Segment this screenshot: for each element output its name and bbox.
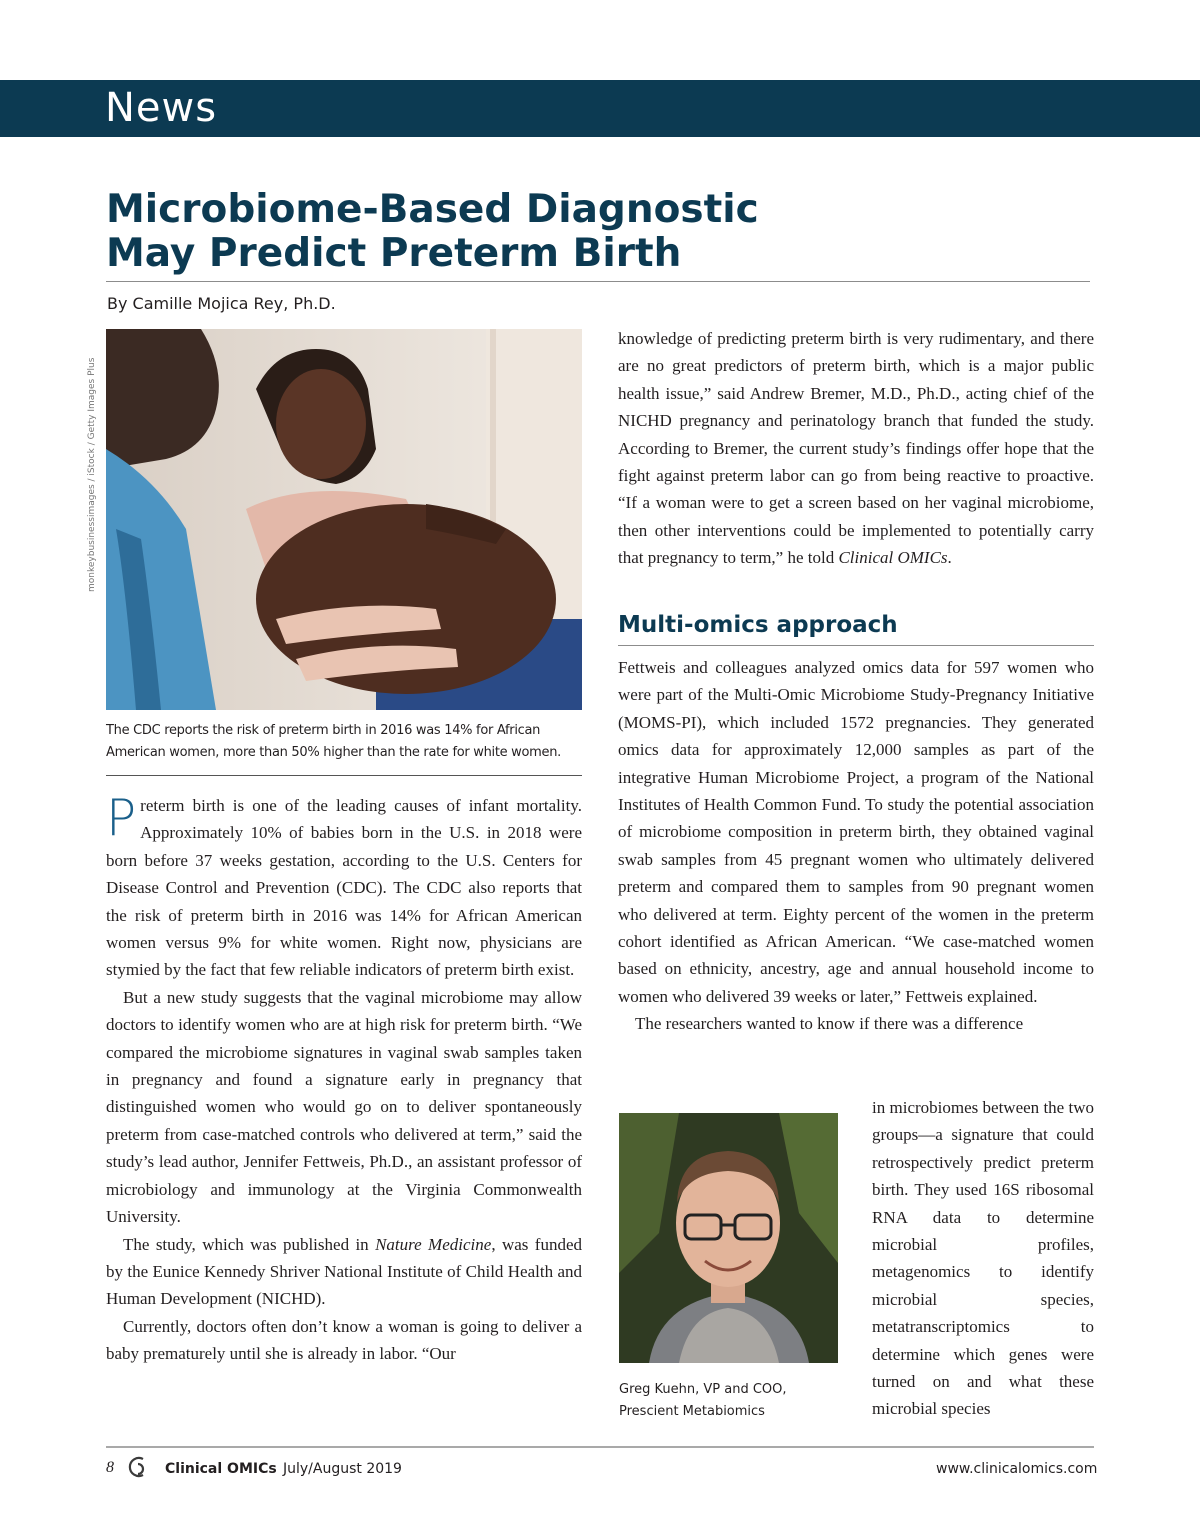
- photo2-caption: [619, 1379, 849, 1423]
- paragraph-3-tail: , was funded by the Eunice Kennedy Shriver National Institute of Child Health and Human Development (NICHD).: [106, 1234, 582, 1309]
- photo-credit: monkeybusinessimages / iStock / Getty Images Plus: [87, 357, 97, 592]
- section-label: News: [105, 85, 218, 131]
- paragraph-7-lead: The researchers wanted to know if there was a difference: [635, 1014, 1024, 1034]
- section-subhead: Multi-omics approach: [618, 612, 898, 638]
- footer-issue: July/August 2019: [283, 1461, 402, 1477]
- right-column-wrap: [872, 1094, 1094, 1423]
- paragraph-6: Fettweis and colleagues analyzed omics data for 597 women who were part of the Multi-Omic Microbiome Study-Pregnancy Initiative (MOMS-PI), which included 1572 pregnancies. They generated omics data for approximately 12,000 samples as part of the integrative Human Microbiome Project, a program of the National Institutes of Health Common Fund. To study the potential association of microbiome composition in preterm birth, they obtained vaginal swab samples from 45 pregnant women who ultimately delivered preterm and compared them to samples from 90 pregnant women who delivered at term. Eighty percent of the women in the preterm cohort identified as African American. “We case-matched women based on ethnicity, ancestry, age and annual household income to women who delivered 39 weeks or later,” Fettweis explained.: [618, 658, 1094, 1006]
- title-line-1: Microbiome-Based Diagnostic: [106, 187, 759, 232]
- photo2-caption-line-2: Prescient Metabiomics: [619, 1404, 765, 1419]
- paragraph-1: [106, 789, 582, 984]
- paragraph-5: [618, 325, 1094, 572]
- prenatal-exam-illustration: [106, 329, 582, 710]
- title-line-2: May Predict Preterm Birth: [106, 231, 682, 276]
- paragraph-3: [106, 1231, 582, 1313]
- byline: By Camille Mojica Rey, Ph.D.: [107, 294, 336, 313]
- publication-name: Clinical OMICs: [838, 548, 948, 568]
- footer-brand: Clinical OMICs: [165, 1461, 277, 1477]
- right-column-top: [618, 325, 1094, 572]
- page-number: 8: [106, 1459, 114, 1476]
- left-column: [106, 789, 582, 1368]
- portrait-photo: [619, 1113, 838, 1363]
- journal-name: Nature Medicine: [375, 1234, 492, 1254]
- dropcap: P: [106, 789, 137, 847]
- paragraph-5-tail: .: [947, 548, 952, 568]
- paragraph-3-lead: The study, which was published in: [123, 1234, 376, 1254]
- photo2-caption-line-1: Greg Kuehn, VP and COO,: [619, 1382, 787, 1397]
- photo1-caption: The CDC reports the risk of preterm birth in 2016 was 14% for African American women, more than 50% higher than the rate for white women.: [106, 723, 561, 760]
- right-column-middle: [618, 654, 1094, 1038]
- portrait-illustration: [619, 1113, 838, 1363]
- footer-url[interactable]: www.clinicalomics.com: [936, 1461, 1098, 1477]
- prenatal-exam-photo: [106, 329, 582, 710]
- paragraph-2: But a new study suggests that the vaginal microbiome may allow doctors to identify women who are at high risk for preterm birth. “We compared the microbiome signatures in vaginal swab samples taken in pregnancy and found a signature early in pregnancy that distinguished women who would go on to deliver spontaneously preterm from case-matched controls who delivered at term,” said the study’s lead author, Jennifer Fettweis, Ph.D., an assistant professor of microbiology and immunology at the Virginia Commonwealth University.: [106, 987, 582, 1227]
- subhead-divider: [618, 645, 1094, 646]
- paragraph-1-text: reterm birth is one of the leading causes of infant mortality. Approximately 10% of babies born in the U.S. in 2018 were born before 37 weeks gestation, according to the U.S. Centers for Disease Control and Prevention (CDC). The CDC also reports that the risk of preterm birth in 2016 was 14% for African American women versus 9% for white women. Right now, physicians are stymied by the fact that few reliable indicators of preterm birth exist.: [106, 796, 582, 980]
- footer-divider: [106, 1446, 1094, 1448]
- title-divider: [106, 281, 1090, 282]
- section-banner: [0, 80, 1200, 137]
- paragraph-7-rest: in microbiomes between the two groups—a signature that could retrospectively predict preterm birth. They used 16S ribosomal RNA data to determine microbial profiles, metagenomics to identify microbial species, metatranscriptomics to determine which genes were turned on and what these microbial species: [872, 1098, 1094, 1419]
- paragraph-5-text: knowledge of predicting preterm birth is very rudimentary, and there are no great predictors of preterm birth, which is a major public health issue,” said Andrew Bremer, M.D., Ph.D., acting chief of the NICHD pregnancy and perinatology branch that funded the study. According to Bremer, the current study’s findings offer hope that the fight against preterm labor can go from being reactive to proactive. “If a woman were to get a screen based on her vaginal microbiome, then other interventions could be implemented to potentially carry that pregnancy to term,” he told: [618, 329, 1094, 568]
- caption-divider: [106, 775, 582, 776]
- clinical-omics-logo-icon: [126, 1455, 152, 1481]
- paragraph-4: Currently, doctors often don’t know a woman is going to deliver a baby prematurely until she is already in labor. “Our: [106, 1316, 582, 1364]
- article-title: [106, 188, 1006, 276]
